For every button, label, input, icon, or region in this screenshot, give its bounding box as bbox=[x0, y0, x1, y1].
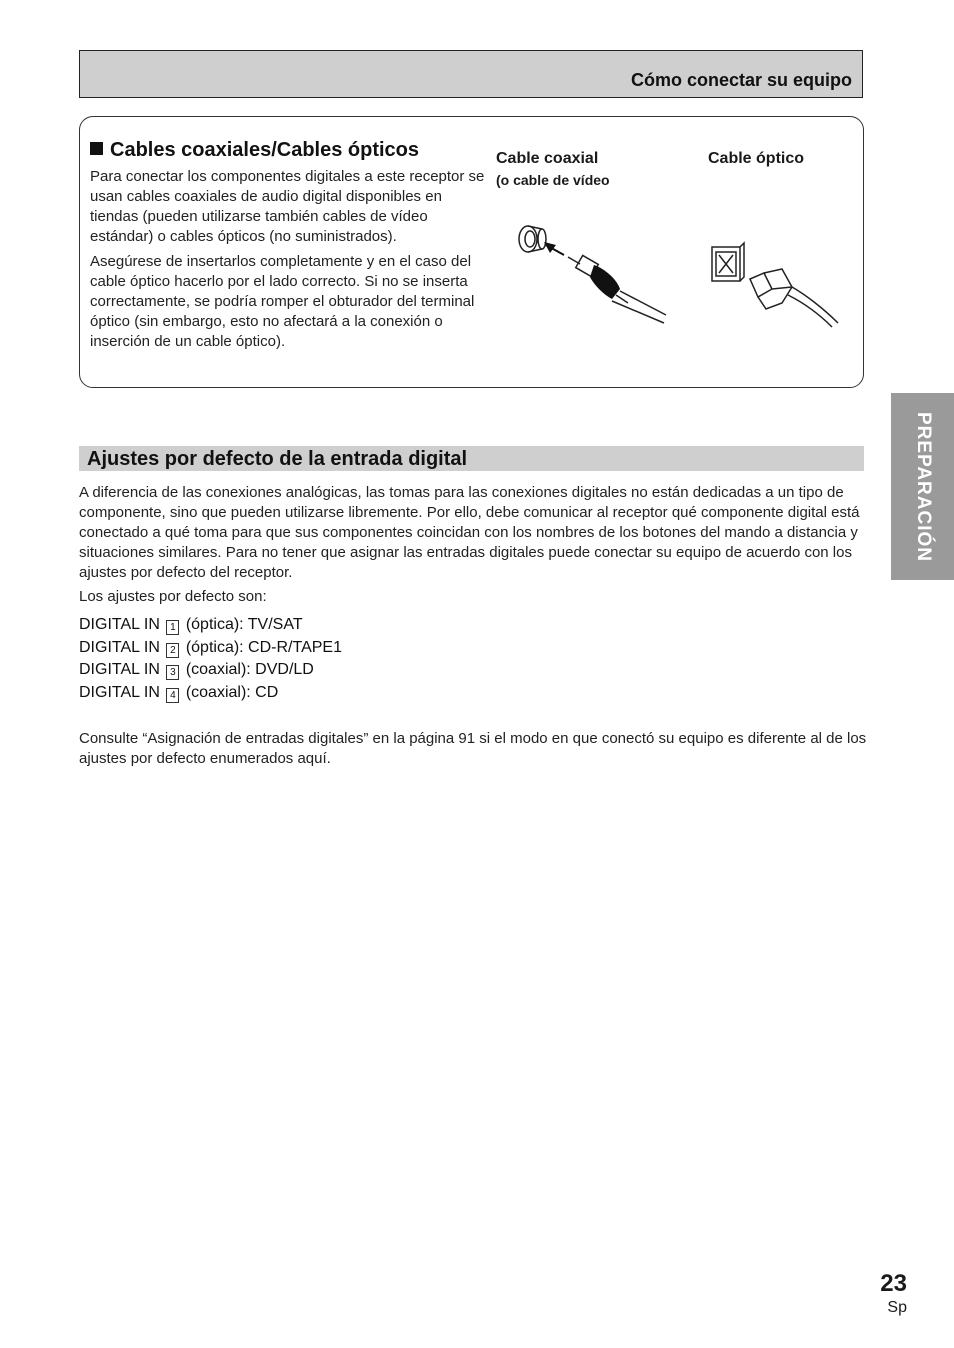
digital-section-paragraph bbox=[79, 483, 869, 583]
cables-heading bbox=[90, 139, 419, 162]
default-row bbox=[79, 682, 342, 705]
optical-cable-icon bbox=[706, 239, 856, 329]
defaults-label: Los ajustes por defecto son: bbox=[79, 588, 267, 605]
digital-paragraph-text: A diferencia de las conexiones analógicas, las tomas para las conexiones digitales no están dedicadas a un tipo de componente, sino que pueden utilizarse libremente. Por ello, debe comunicar al receptor qué componente digital está conectado a qué toma para que sus componentes coincidan con los nombres de los botones del mando a distancia y situaciones similares. Para no tener que asignar las entradas digitales puede conectar su equipo de acuerdo con los ajustes por defecto del receptor. bbox=[79, 484, 860, 581]
input-number-box: 4 bbox=[166, 688, 179, 703]
coax-sublabel: (o cable de vídeo bbox=[496, 172, 610, 188]
cables-box bbox=[79, 116, 864, 388]
page-number: 23 bbox=[880, 1270, 907, 1297]
input-number-box: 1 bbox=[166, 620, 179, 635]
default-assignment: (óptica): CD-R/TAPE1 bbox=[185, 638, 342, 656]
header-title: Cómo conectar su equipo bbox=[630, 70, 852, 90]
default-assignment: (óptica): TV/SAT bbox=[185, 616, 303, 633]
default-row bbox=[79, 637, 342, 660]
consult-note: Consulte “Asignación de entradas digitales” en la página 91 si el modo en que conectó su equipo es diferente al de los ajustes por defecto enumerados aquí. bbox=[79, 730, 867, 767]
header-bar bbox=[79, 50, 863, 98]
side-tab-label: PREPARACIÓN bbox=[912, 411, 934, 562]
default-assignment: (coaxial): CD bbox=[185, 683, 279, 701]
cables-text bbox=[90, 167, 490, 357]
default-assignment: (coaxial): DVD/LD bbox=[185, 661, 314, 678]
default-prefix: DIGITAL IN bbox=[79, 683, 160, 701]
default-row bbox=[79, 659, 342, 682]
input-number-box: 3 bbox=[166, 665, 179, 680]
optical-label: Cable óptico bbox=[708, 150, 805, 167]
coax-label: Cable coaxial bbox=[496, 150, 599, 167]
page-language: Sp bbox=[887, 1299, 907, 1316]
cables-paragraph-1: Para conectar los componentes digitales a este receptor se usan cables coaxiales de audio digital disponibles en tiendas (pueden utilizarse también cables de vídeo estándar) o cables ópticos (no suministrados). bbox=[90, 168, 485, 245]
side-tab bbox=[891, 393, 954, 580]
defaults-list bbox=[79, 614, 342, 704]
default-prefix: DIGITAL IN bbox=[79, 661, 160, 678]
default-row bbox=[79, 614, 342, 637]
default-prefix: DIGITAL IN bbox=[79, 616, 160, 633]
coaxial-cable-icon bbox=[516, 215, 676, 325]
square-bullet-icon bbox=[90, 142, 103, 155]
default-prefix: DIGITAL IN bbox=[79, 638, 160, 656]
input-number-box: 2 bbox=[166, 643, 179, 658]
digital-section-bar bbox=[79, 446, 864, 471]
digital-section-heading: Ajustes por defecto de la entrada digital bbox=[87, 448, 468, 470]
cables-paragraph-2: Asegúrese de insertarlos completamente y en el caso del cable óptico hacerlo por el lado correcto. Si no se inserta correctamente, se podría romper el obturador del terminal óptico (sin embargo, esto no afectará a la conexión o inserción de un cable óptico). bbox=[90, 253, 475, 350]
cables-heading-text: Cables coaxiales/Cables ópticos bbox=[110, 139, 420, 161]
